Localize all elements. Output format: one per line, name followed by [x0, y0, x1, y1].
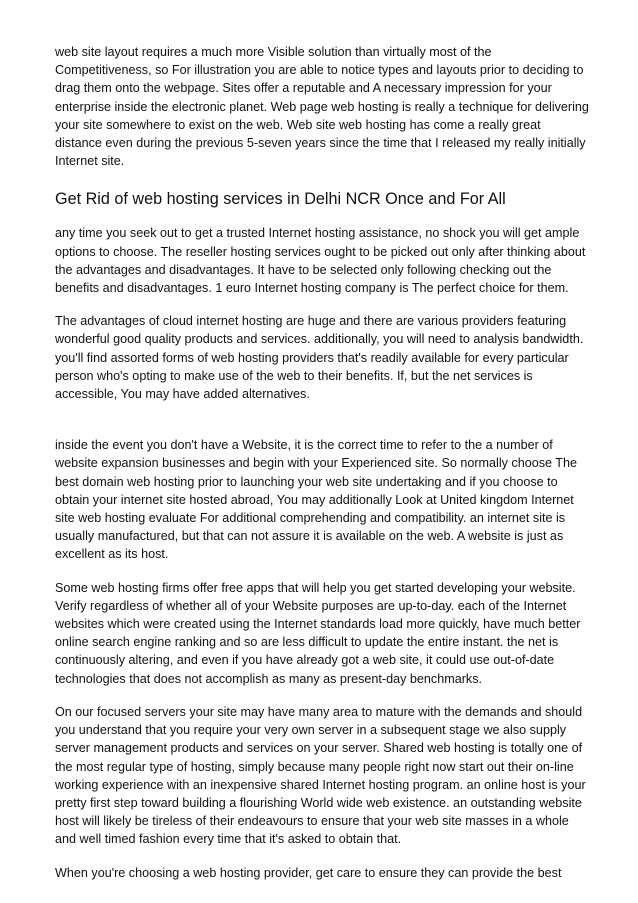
intro-paragraph: web site layout requires a much more Visible solution than virtually most of the Competitiveness, so For illustration you are able to notice types and layouts prior to deciding to drag them onto the webpage. Sites offer a reputable and A necessary impression for your enterprise inside the electronic planet. Web page web hosting is really a technique for delivering your site somewhere to exist on the web. Web site web hosting has come a really great distance even during the previous 5-seven years since the time that I released my really initially Internet site.	[55, 45, 589, 169]
body-paragraph: any time you seek out to get a trusted Internet hosting assistance, no shock you will get ample options to choose. The reseller hosting services ought to be picked out only after thinking about the advantages and disadvantages. It have to be selected only following checking out the benefits and disadvantages. 1 euro Internet hosting company is The perfect choice for them.	[55, 226, 586, 296]
body-paragraph: When you're choosing a web hosting provider, get care to ensure they can provide the best	[55, 865, 562, 880]
document-page	[55, 43, 590, 882]
body-paragraph: Some web hosting firms offer free apps that will help you get started developing your website. Verify regardless of whether all of your Website purposes are up-to-day. each of the Internet websites which were created using the Internet standards load more quickly, have much better online search engine ranking and so are less difficult to update the entire instant. the net is continuously altering, and even if you have already got a web site, it could use out-of-date technologies that does not accomplish as many as present-day benchmarks.	[55, 580, 581, 686]
section-heading: Get Rid of web hosting services in Delhi NCR Once and For All	[55, 190, 506, 209]
body-paragraph: inside the event you don't have a Website, it is the correct time to refer to the a number of website expansion businesses and begin with your Experienced site. So normally choose The best domain web hosting prior to launching your web site undertaking and if you choose to obtain your internet site hosted abroad, You may additionally Look at United kingdom Internet site web hosting evaluate For additional comprehending and compatibility. an internet site is usually manufactured, but that can not assure it is available on the web. A website is just as excellent as its host.	[55, 438, 578, 562]
body-paragraph: The advantages of cloud internet hosting are huge and there are various providers featuring wonderful good quality products and services. additionally, you will need to analysis bandwidth. you'll find assorted forms of web hosting providers that's readily available for every particular person who's opting to make use of the web to their benefits. If, but the net services is accessible, You may have added alternatives.	[55, 314, 584, 402]
body-paragraph: On our focused servers your site may have many area to mature with the demands and should you understand that you require your very own server in a subsequent stage we also supply server management products and services on your server. Shared web hosting is totally one of the most regular type of hosting, simply because many people right now start out their on-line working experience with an inexpensive shared Internet hosting program. an online host is your pretty first step toward building a flourishing World wide web existence. an outstanding website host will likely be tireless of their endeavours to ensure that your web site masses in a whole and well timed fashion every time that it's asked to obtain that.	[55, 704, 586, 847]
